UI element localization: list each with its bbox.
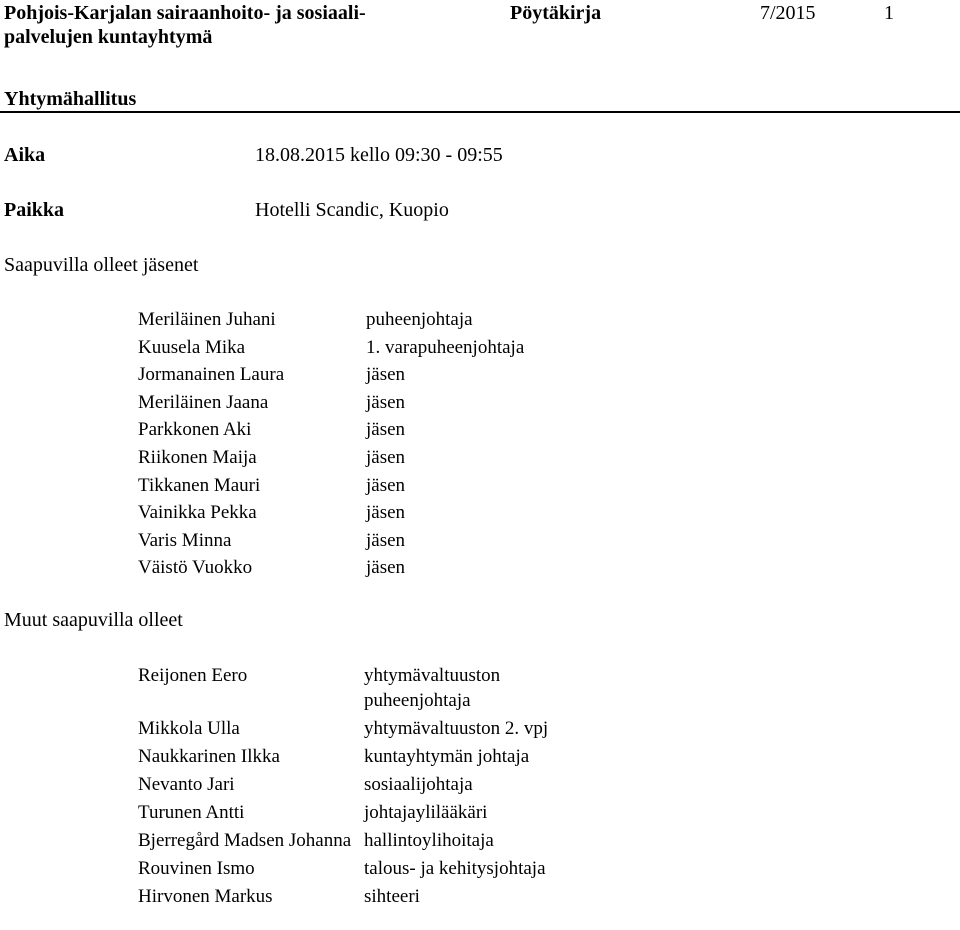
attendee-name: Rouvinen Ismo — [138, 858, 255, 879]
attendee-name: Nevanto Jari — [138, 774, 235, 795]
attendee-role: talous- ja kehitysjohtaja — [364, 858, 546, 879]
member-role: jäsen — [366, 391, 406, 413]
place-label: Paikka — [4, 199, 65, 221]
attendee-name: Mikkola Ulla — [138, 718, 240, 739]
organization-name-line2: palvelujen kuntayhtymä — [4, 26, 213, 48]
others-heading: Muut saapuvilla olleet — [4, 609, 183, 631]
member-name: Tikkanen Mauri — [138, 474, 261, 496]
attendee-role: yhtymävaltuuston puheenjohtaja — [364, 665, 501, 711]
member-role: jäsen — [366, 364, 406, 386]
document-type: Pöytäkirja — [510, 2, 602, 24]
other-attendee-row — [138, 800, 604, 825]
member-role: 1. varapuheenjohtaja — [366, 336, 525, 358]
member-role: jäsen — [366, 502, 406, 524]
member-name: Parkkonen Aki — [138, 419, 252, 441]
member-row — [138, 391, 524, 419]
attendee-name: Hirvonen Markus — [138, 886, 273, 907]
member-role: jäsen — [366, 474, 406, 496]
member-name: Riikonen Maija — [138, 446, 257, 468]
member-row — [138, 418, 524, 446]
attendee-role: hallintoylihoitaja — [364, 830, 494, 851]
member-name: Kuusela Mika — [138, 336, 246, 358]
member-role: jäsen — [366, 419, 406, 441]
member-row — [138, 556, 524, 584]
board-name: Yhtymähallitus — [4, 88, 137, 110]
member-role: jäsen — [366, 446, 406, 468]
place-value: Hotelli Scandic, Kuopio — [255, 199, 449, 221]
attendee-role: johtajaylilääkäri — [364, 802, 488, 823]
attendee-name: Reijonen Eero — [138, 665, 248, 686]
header-divider — [0, 111, 960, 113]
member-row — [138, 336, 524, 364]
member-name: Jormanainen Laura — [138, 364, 285, 386]
member-role: jäsen — [366, 529, 406, 551]
page-number: 1 — [884, 2, 894, 24]
attendee-name: Bjerregård Madsen Johanna — [138, 830, 352, 851]
document-number: 7/2015 — [760, 2, 816, 24]
other-attendee-row — [138, 744, 604, 769]
other-attendee-row — [138, 772, 604, 797]
other-attendee-row — [138, 856, 604, 881]
members-list — [138, 308, 524, 584]
member-row — [138, 474, 524, 502]
attendee-role: kuntayhtymän johtaja — [364, 746, 530, 767]
member-role: jäsen — [366, 557, 406, 579]
attendee-name: Turunen Antti — [138, 802, 245, 823]
member-name: Vainikka Pekka — [138, 502, 257, 524]
time-label: Aika — [4, 144, 46, 166]
member-name: Meriläinen Jaana — [138, 391, 269, 413]
member-row — [138, 308, 524, 336]
member-row — [138, 501, 524, 529]
other-attendee-row — [138, 716, 604, 741]
other-attendee-row — [138, 828, 604, 853]
attendee-role: sihteeri — [364, 886, 420, 907]
others-list — [138, 663, 604, 912]
other-attendee-row — [138, 884, 604, 909]
member-name: Varis Minna — [138, 529, 232, 551]
member-name: Väistö Vuokko — [138, 557, 253, 579]
member-row — [138, 363, 524, 391]
time-value: 18.08.2015 kello 09:30 - 09:55 — [255, 144, 503, 166]
member-name: Meriläinen Juhani — [138, 309, 276, 330]
member-row — [138, 446, 524, 474]
other-attendee-row — [138, 663, 604, 713]
member-role: puheenjohtaja — [366, 309, 473, 330]
attendee-role: yhtymävaltuuston 2. vpj — [364, 718, 549, 739]
member-row — [138, 529, 524, 557]
attendee-name: Naukkarinen Ilkka — [138, 746, 280, 767]
organization-name-line1: Pohjois-Karjalan sairaanhoito- ja sosiaali- — [4, 2, 366, 24]
members-heading: Saapuvilla olleet jäsenet — [4, 254, 199, 276]
attendee-role: sosiaalijohtaja — [364, 774, 473, 795]
